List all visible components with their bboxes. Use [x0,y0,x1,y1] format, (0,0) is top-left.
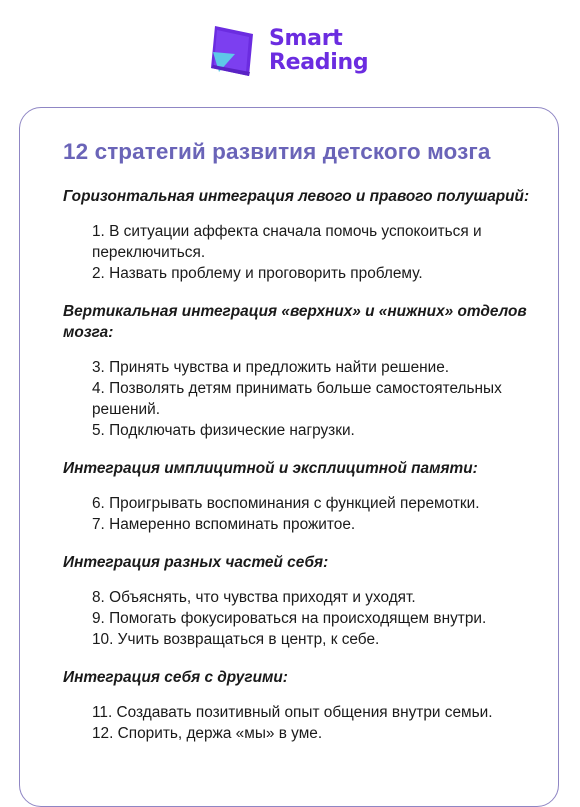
section-items [63,587,543,650]
section-items [63,357,543,441]
list-item: 3. Принять чувства и предложить найти решение. [92,359,450,376]
logo-word-reading: Reading [269,50,369,75]
logo-wordmark [269,27,368,75]
list-item: 10. Учить возвращаться в центр, к себе. [92,631,380,648]
list-item: 7. Намеренно вспоминать прожитое. [92,516,356,533]
list-item: 5. Подключать физические нагрузки. [92,422,355,439]
list-item: 4. Позволять детям принимать больше самостоятельных решений. [92,380,502,418]
list-item: 1. В ситуации аффекта сначала помочь успокоиться и переключиться. [92,223,482,261]
section-items [63,493,543,535]
section-heading: Интеграция имплицитной и эксплицитной памяти: [63,460,478,477]
section-memory-integration [63,458,543,535]
section-horizontal-integration [63,186,543,284]
list-item: 9. Помогать фокусироваться на происходящем внутри. [92,610,487,627]
section-others-integration [63,667,543,744]
section-items [63,221,543,284]
logo-word-smart: Smart [269,26,343,51]
list-item: 12. Спорить, держа «мы» в уме. [92,725,323,742]
section-vertical-integration [63,301,543,441]
header [0,0,580,105]
list-item: 6. Проигрывать воспоминания с функцией перемотки. [92,495,480,512]
section-self-parts-integration [63,552,543,650]
smart-reading-logo [205,22,368,80]
section-heading: Интеграция себя с другими: [63,669,288,686]
strategy-list [63,186,543,761]
page-title: 12 стратегий развития детского мозга [63,139,491,164]
list-item: 8. Объяснять, что чувства приходят и уходят. [92,589,416,606]
section-heading: Интеграция разных частей себя: [63,554,329,571]
list-item: 11. Создавать позитивный опыт общения внутри семьи. [92,704,493,721]
section-heading: Горизонтальная интеграция левого и правого полушарий: [63,188,530,205]
section-items [63,702,543,744]
section-heading: Вертикальная интеграция «верхних» и «нижних» отделов мозга: [63,303,527,341]
list-item: 2. Назвать проблему и проговорить проблему. [92,265,423,282]
book-logo-icon [205,22,263,80]
